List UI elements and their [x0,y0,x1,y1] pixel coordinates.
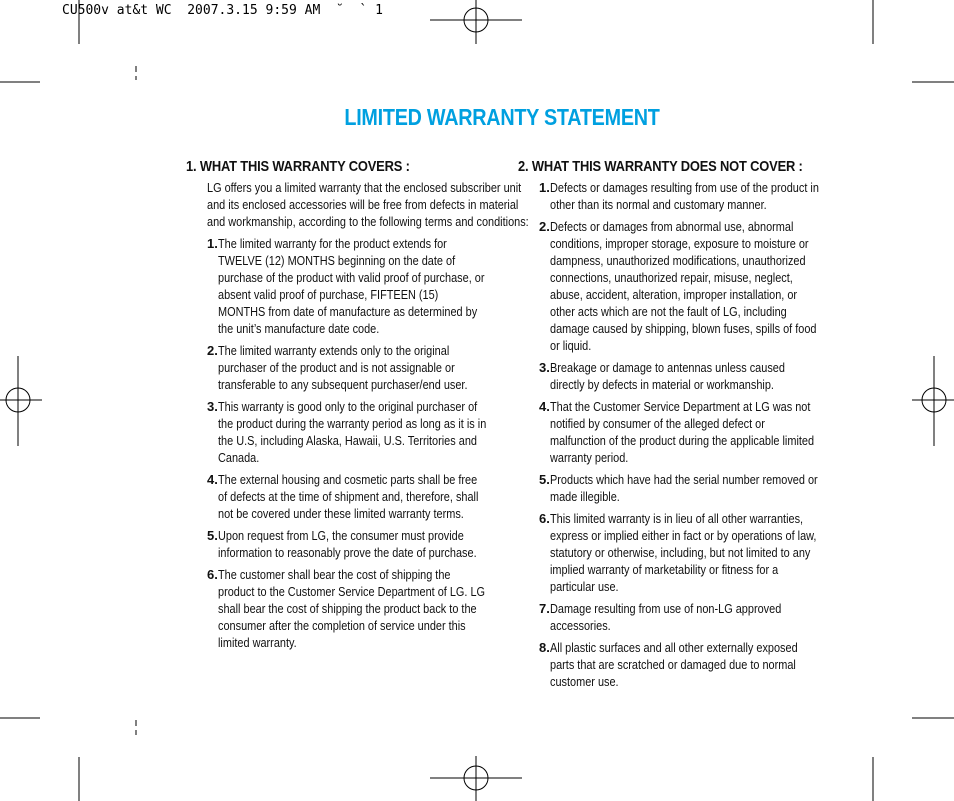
list-item: 4. That the Customer Service Department at LG was not notified by consumer of the alleged defect or malfunction of the product during the applicable limited warranty period. [539,399,815,465]
registration-mark-left [0,356,42,446]
covers-list [186,235,516,651]
intro-paragraph: LG offers you a limited warranty that the enclosed subscriber unit and its enclosed accessories will be free from defects in material and workmanship, according to the following terms and conditions: [207,180,529,229]
list-item: 4. The external housing and cosmetic parts shall be free of defects at the time of shipment and, therefore, shall not be covered under these limited warranty terms. [207,472,479,521]
list-item: 6. The customer shall bear the cost of shipping the product to the Customer Service Department of LG. LG shall bear the cost of shipping the product back to the consumer after the completion of service under this limited warranty. [207,567,486,650]
list-item: 8. All plastic surfaces and all other externally exposed parts that are scratched or damaged due to normal customer use. [539,640,798,689]
warranty-not-covers-section [518,158,848,695]
list-item: 3. Breakage or damage to antennas unless caused directly by defects in material or workmanship. [539,360,785,392]
print-slug: CU500v at&t WC 2007.3.15 9:59 AM ˘ ` 1 [62,3,383,18]
warranty-covers-section [186,158,529,656]
registration-mark-bottom [430,756,522,801]
list-item: 5. Upon request from LG, the consumer must provide information to reasonably prove the date of purchase. [207,528,477,560]
section-heading: 1. WHAT THIS WARRANTY COVERS : [186,158,410,175]
page-title: LIMITED WARRANTY STATEMENT [344,104,660,130]
list-item: 2. Defects or damages from abnormal use, abnormal conditions, improper storage, exposure to moisture or dampness, unauthorized modifications, unauthorized connections, unauthorized repair, misuse, neglect, abuse, accident, alteration, improper installation, or other acts which are not the fault of LG, including damage caused by shipping, blown fuses, spills of food or liquid. [539,219,817,353]
list-item: 2. The limited warranty extends only to the original purchaser of the product and is not assignable or transferable to any subsequent purchaser/end user. [207,343,468,392]
list-item: 3. This warranty is good only to the original purchaser of the product during the warranty period as long as it is in the U.S, including Alaska, Hawaii, U.S. Territories and Canada. [207,399,487,465]
section-heading: 2. WHAT THIS WARRANTY DOES NOT COVER : [518,158,803,175]
list-item: 7. Damage resulting from use of non-LG approved accessories. [539,601,782,633]
list-item: 6. This limited warranty is in lieu of all other warranties, express or implied either in fact or by operations of law, statutory or otherwise, including, but not limited to any implied warranty of marketability or fitness for a particular use. [539,511,817,594]
list-item: 1. The limited warranty for the product extends for TWELVE (12) MONTHS beginning on the date of purchase of the product with valid proof of purchase, or absent valid proof of purchase, FIFTEEN (15) MONTHS from date of manufacture as determined by the unit’s manufacture date code. [207,236,485,336]
list-item: 5. Products which have had the serial number removed or made illegible. [539,472,818,504]
registration-mark-right [912,356,954,446]
not-covers-list [518,179,848,690]
list-item: 1. Defects or damages resulting from use of the product in other than its normal and customary manner. [539,180,819,212]
registration-mark-top [430,0,522,46]
